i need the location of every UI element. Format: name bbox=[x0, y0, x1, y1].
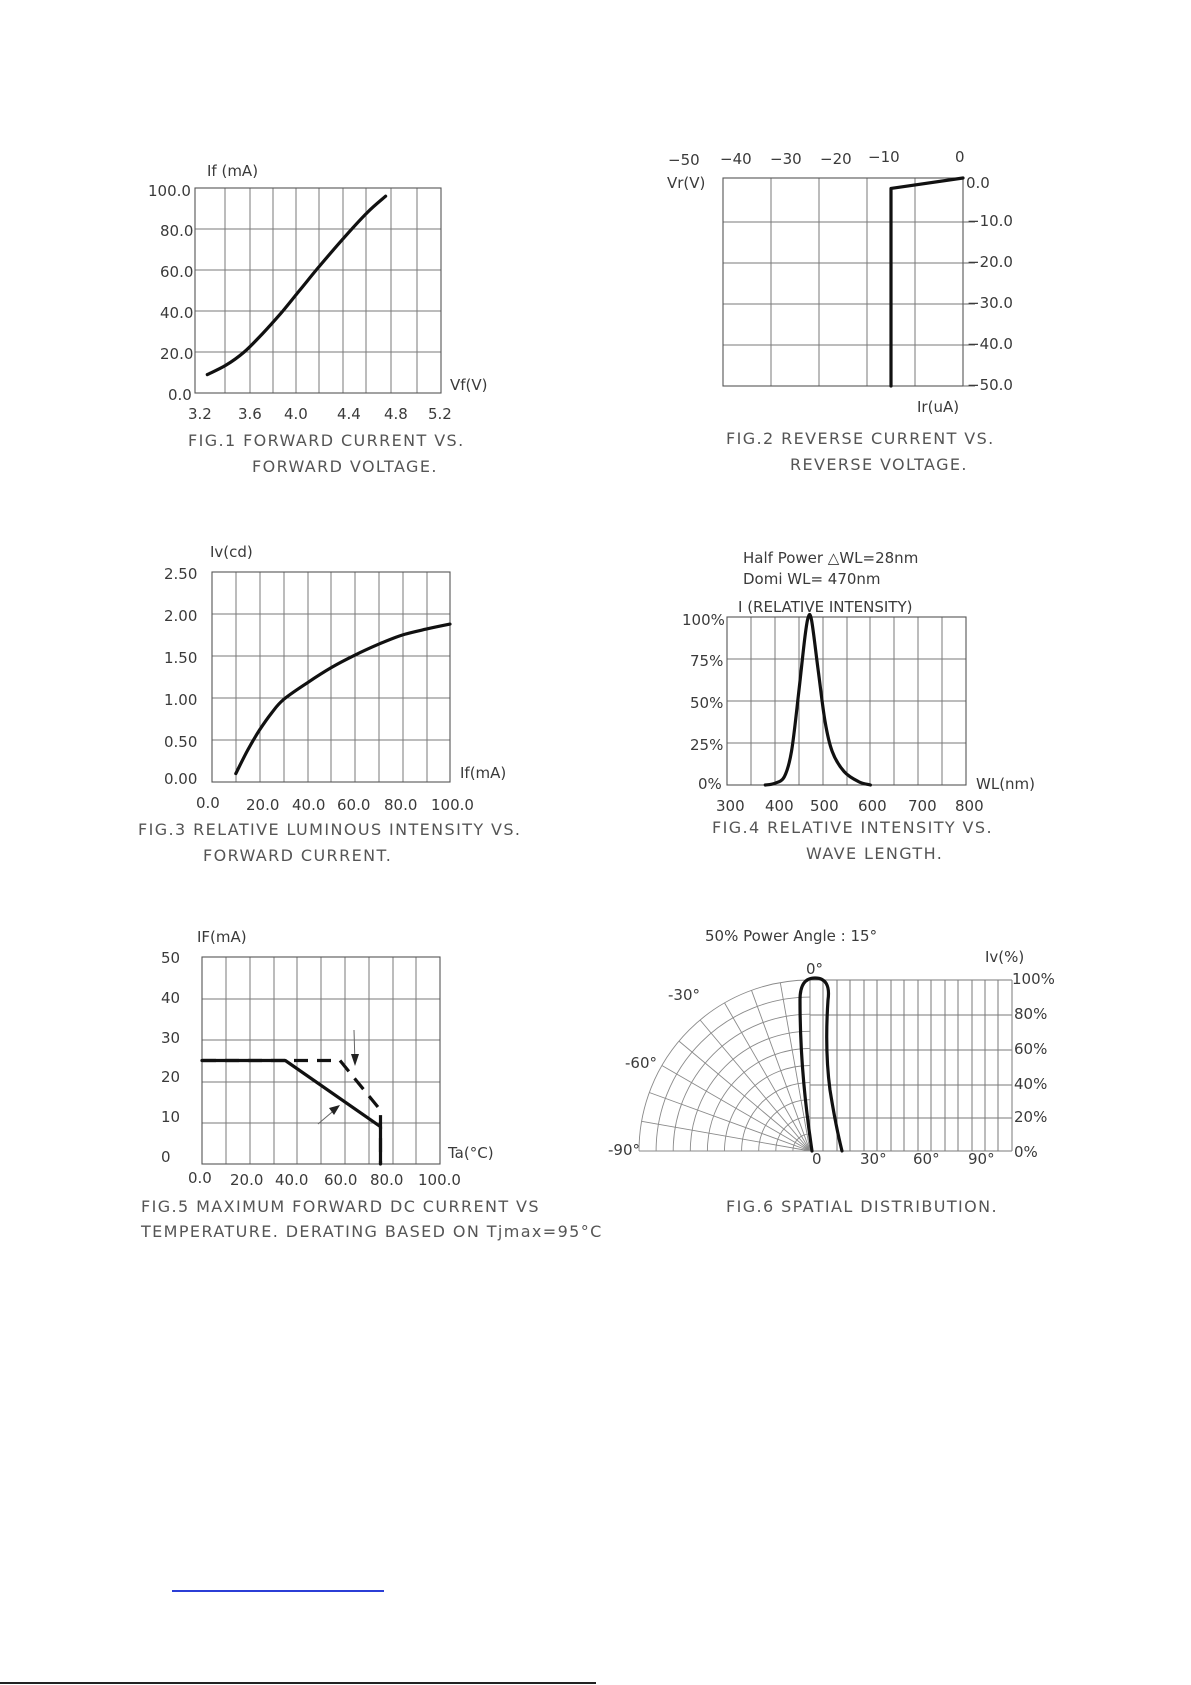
fig3-xtick-60: 60.0 bbox=[337, 796, 371, 814]
fig4-xlabel: WL(nm) bbox=[976, 775, 1036, 793]
fig5-pointer-arrows bbox=[318, 1030, 359, 1124]
fig1-ytick-20: 20.0 bbox=[160, 345, 194, 363]
fig4-xtick-400: 400 bbox=[765, 797, 794, 815]
fig6-ytick-0: 0% bbox=[1014, 1143, 1038, 1161]
fig4-xtick-600: 600 bbox=[858, 797, 887, 815]
fig3-xtick-0: 0.0 bbox=[196, 794, 220, 812]
fig6-ytick-60: 60% bbox=[1014, 1040, 1048, 1058]
fig1-ytick-60: 60.0 bbox=[160, 263, 194, 281]
fig3-ytick-1.50: 1.50 bbox=[164, 649, 198, 667]
fig5-xtick-0: 0.0 bbox=[188, 1169, 212, 1187]
fig5-chart bbox=[140, 928, 603, 1241]
fig2-xlabel: Ir(uA) bbox=[917, 398, 960, 416]
fig2-ytick-m50: −50.0 bbox=[967, 376, 1013, 394]
fig6-left-lobe bbox=[800, 978, 842, 1151]
fig3-xtick-40: 40.0 bbox=[292, 796, 326, 814]
fig2-ytick-0: 0.0 bbox=[966, 174, 990, 192]
fig2-frame bbox=[723, 178, 963, 386]
fig6-angle-0: 0° bbox=[806, 960, 824, 978]
fig1-caption-line1: FIG.1 FORWARD CURRENT VS. bbox=[188, 431, 465, 450]
fig4-y-ticks bbox=[682, 611, 725, 793]
fig1-xtick-3.2: 3.2 bbox=[188, 405, 212, 423]
fig5-caption-line1: FIG.5 MAXIMUM FORWARD DC CURRENT VS bbox=[141, 1197, 540, 1216]
fig3-ylabel: Iv(cd) bbox=[210, 543, 253, 561]
fig5-ytick-20: 20 bbox=[161, 1068, 181, 1086]
fig5-ytick-30: 30 bbox=[161, 1029, 181, 1047]
fig2-ytick-m30: −30.0 bbox=[967, 294, 1013, 312]
fig2-caption-line1: FIG.2 REVERSE CURRENT VS. bbox=[726, 429, 995, 448]
fig6-right-grid bbox=[810, 980, 1012, 1151]
fig6-ytick-20: 20% bbox=[1014, 1108, 1048, 1126]
fig1-xtick-4.8: 4.8 bbox=[384, 405, 408, 423]
fig4-chart bbox=[682, 549, 1035, 863]
fig5-xtick-40: 40.0 bbox=[275, 1171, 309, 1189]
fig6-bottom-angle-0: 0 bbox=[812, 1150, 822, 1168]
fig4-ytick-50: 50% bbox=[690, 694, 724, 712]
fig6-ytick-100: 100% bbox=[1012, 970, 1055, 988]
fig1-x-ticks bbox=[188, 405, 452, 423]
fig3-ytick-0.50: 0.50 bbox=[164, 733, 198, 751]
fig4-xtick-700: 700 bbox=[908, 797, 937, 815]
fig1-xtick-4.0: 4.0 bbox=[284, 405, 308, 423]
fig6-polar-grid bbox=[639, 980, 810, 1151]
fig4-ytick-25: 25% bbox=[690, 736, 724, 754]
fig6-caption: FIG.6 SPATIAL DISTRIBUTION. bbox=[726, 1197, 999, 1216]
fig2-xtick-m40: −40 bbox=[720, 150, 752, 168]
fig6-y-ticks bbox=[1012, 970, 1055, 1161]
fig3-series-line bbox=[236, 624, 450, 774]
fig1-ytick-100: 100.0 bbox=[148, 182, 191, 200]
fig5-caption-line2: TEMPERATURE. DERATING BASED ON Tjmax=95°C bbox=[141, 1222, 603, 1241]
footer-link-underline[interactable] bbox=[172, 1590, 384, 1592]
fig2-xtick-m50: −50 bbox=[668, 151, 700, 169]
fig4-caption-line1: FIG.4 RELATIVE INTENSITY VS. bbox=[712, 818, 993, 837]
fig5-x-ticks bbox=[188, 1169, 461, 1189]
fig2-ytick-m40: −40.0 bbox=[967, 335, 1013, 353]
fig5-series-solid-line bbox=[202, 1061, 381, 1165]
fig4-caption-line2: WAVE LENGTH. bbox=[806, 844, 944, 863]
fig5-ytick-50: 50 bbox=[161, 949, 181, 967]
fig1-chart bbox=[148, 162, 488, 476]
fig1-caption-line2: FORWARD VOLTAGE. bbox=[252, 457, 438, 476]
fig6-bottom-angle-90: 90° bbox=[968, 1150, 995, 1168]
fig5-ytick-40: 40 bbox=[161, 989, 181, 1007]
fig5-xtick-100: 100.0 bbox=[418, 1171, 461, 1189]
fig3-caption-line1: FIG.3 RELATIVE LUMINOUS INTENSITY VS. bbox=[138, 820, 522, 839]
fig2-ytick-m10: −10.0 bbox=[967, 212, 1013, 230]
fig1-xtick-4.4: 4.4 bbox=[337, 405, 361, 423]
fig4-x-ticks bbox=[716, 797, 984, 815]
fig2-xtick-m30: −30 bbox=[770, 150, 802, 168]
fig2-series-line bbox=[891, 178, 963, 386]
fig2-y-ticks bbox=[966, 174, 1013, 394]
fig1-ytick-40: 40.0 bbox=[160, 304, 194, 322]
fig5-xtick-60: 60.0 bbox=[324, 1171, 358, 1189]
fig6-header: 50% Power Angle : 15° bbox=[705, 927, 878, 945]
fig6-ytick-80: 80% bbox=[1014, 1005, 1048, 1023]
fig3-xtick-80: 80.0 bbox=[384, 796, 418, 814]
fig3-ytick-2.50: 2.50 bbox=[164, 565, 198, 583]
fig2-x-ticks bbox=[668, 148, 965, 169]
fig5-ytick-0: 0 bbox=[161, 1148, 171, 1166]
fig3-caption-line2: FORWARD CURRENT. bbox=[203, 846, 393, 865]
fig6-angle-m60: -60° bbox=[625, 1054, 657, 1072]
fig3-ytick-1.00: 1.00 bbox=[164, 691, 198, 709]
fig2-grid bbox=[723, 178, 963, 386]
fig6-bottom-angle-60: 60° bbox=[913, 1150, 940, 1168]
fig3-ytick-0.00: 0.00 bbox=[164, 770, 198, 788]
fig5-ytick-10: 10 bbox=[161, 1108, 181, 1126]
fig2-ytick-m20: −20.0 bbox=[967, 253, 1013, 271]
fig4-header-line2: Domi WL= 470nm bbox=[743, 570, 881, 588]
fig6-angle-m90: -90° bbox=[608, 1141, 640, 1159]
fig5-xlabel: Ta(°C) bbox=[448, 1144, 494, 1162]
fig6-ylabel: Iv(%) bbox=[985, 948, 1025, 966]
fig1-y-ticks bbox=[148, 182, 193, 404]
fig3-chart bbox=[138, 543, 521, 865]
fig4-grid bbox=[727, 617, 966, 785]
fig1-xlabel: Vf(V) bbox=[450, 376, 488, 394]
fig2-caption-line2: REVERSE VOLTAGE. bbox=[790, 455, 968, 474]
fig6-chart bbox=[608, 927, 1055, 1216]
fig2-xtick-m10: −10 bbox=[868, 148, 900, 166]
fig5-xtick-80: 80.0 bbox=[370, 1171, 404, 1189]
fig5-xtick-20: 20.0 bbox=[230, 1171, 264, 1189]
fig4-series-line bbox=[765, 614, 870, 785]
fig6-bottom-angle-30: 30° bbox=[860, 1150, 887, 1168]
footer-rule bbox=[0, 1682, 596, 1684]
fig2-xtick-0: 0 bbox=[955, 148, 965, 166]
fig1-ytick-80: 80.0 bbox=[160, 222, 194, 240]
fig6-angle-m30: -30° bbox=[668, 986, 700, 1004]
fig4-header-line1: Half Power △WL=28nm bbox=[743, 549, 919, 567]
fig5-ylabel: IF(mA) bbox=[197, 928, 247, 946]
fig3-x-ticks bbox=[196, 794, 474, 814]
fig1-ytick-0: 0.0 bbox=[168, 386, 192, 404]
fig4-xtick-300: 300 bbox=[716, 797, 745, 815]
fig6-ytick-40: 40% bbox=[1014, 1075, 1048, 1093]
fig3-y-ticks bbox=[164, 565, 197, 788]
fig2-ylabel: Vr(V) bbox=[667, 174, 706, 192]
fig3-xlabel: If(mA) bbox=[460, 764, 507, 782]
fig2-chart bbox=[667, 148, 1013, 474]
fig2-xtick-m20: −20 bbox=[820, 150, 852, 168]
fig4-xtick-800: 800 bbox=[955, 797, 984, 815]
fig1-xtick-5.2: 5.2 bbox=[428, 405, 452, 423]
fig4-ytick-0: 0% bbox=[698, 775, 722, 793]
fig4-ylabel: I (RELATIVE INTENSITY) bbox=[738, 598, 913, 616]
fig1-ylabel: If (mA) bbox=[207, 162, 259, 180]
fig3-xtick-100: 100.0 bbox=[431, 796, 474, 814]
fig6-bottom-angle-labels bbox=[812, 1150, 995, 1168]
fig1-xtick-3.6: 3.6 bbox=[238, 405, 262, 423]
fig3-ytick-2.00: 2.00 bbox=[164, 607, 198, 625]
fig4-ytick-100: 100% bbox=[682, 611, 725, 629]
fig3-xtick-20: 20.0 bbox=[246, 796, 280, 814]
fig5-series-dashed-line bbox=[202, 1061, 381, 1165]
fig4-ytick-75: 75% bbox=[690, 652, 724, 670]
fig5-y-ticks bbox=[161, 949, 180, 1166]
fig4-xtick-500: 500 bbox=[810, 797, 839, 815]
